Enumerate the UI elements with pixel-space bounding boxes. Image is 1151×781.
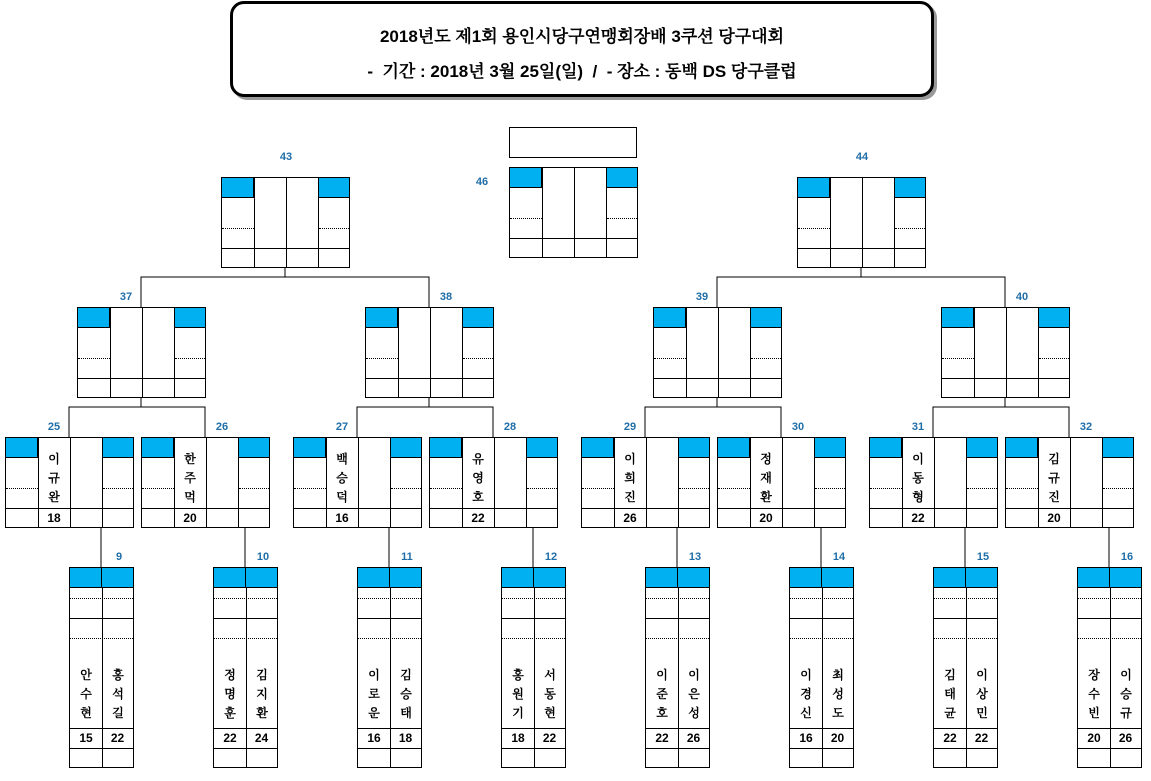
tournament-title: 2018년도 제1회 용인시당구연맹회장배 3쿠션 당구대회 — [379, 27, 785, 46]
player1-name: 김 태 균 — [944, 668, 956, 720]
column-divider — [1102, 438, 1103, 527]
winner-name: 백 승 덕 — [336, 452, 348, 504]
column-divider — [646, 438, 647, 527]
row-line — [646, 748, 709, 749]
column-divider — [494, 438, 495, 527]
column-divider — [718, 308, 719, 397]
row-line — [654, 378, 781, 379]
round2-match-box — [293, 437, 422, 528]
row-line-dotted — [175, 358, 205, 359]
column-divider — [974, 308, 975, 397]
winner-score: 22 — [911, 511, 925, 525]
row-line-dotted — [502, 638, 565, 639]
round1-match-box — [1077, 567, 1142, 768]
column-divider — [934, 438, 935, 527]
row-line — [934, 618, 997, 619]
row-line-dotted — [527, 488, 557, 489]
player1-score: 20 — [1087, 731, 1101, 745]
column-divider — [238, 438, 239, 527]
round2-match-box — [141, 437, 270, 528]
player1-score: 22 — [655, 731, 669, 745]
match-number: 16 — [1120, 551, 1134, 563]
connector-14 — [781, 527, 821, 567]
column-divider — [966, 438, 967, 527]
player1-name: 안 수 현 — [80, 668, 92, 720]
match-number: 31 — [911, 421, 925, 433]
match-number: 40 — [1015, 291, 1029, 303]
score-header-cell — [78, 308, 110, 328]
match-number: 14 — [832, 551, 846, 563]
score-header-cell — [1078, 568, 1110, 588]
row-line — [358, 748, 421, 749]
player2-name: 김 승 태 — [400, 668, 412, 720]
match-number: 11 — [401, 551, 413, 563]
player2-score: 18 — [398, 731, 413, 745]
column-divider — [1006, 308, 1007, 397]
score-header-cell — [606, 168, 637, 188]
round1-match-box — [69, 567, 134, 768]
score-header-cell — [646, 568, 678, 588]
match-number: 12 — [544, 551, 558, 563]
match-number: 29 — [623, 421, 637, 433]
connector-39 — [645, 407, 781, 437]
round2-match-box — [581, 437, 710, 528]
row-line — [214, 618, 277, 619]
row-line-dotted — [654, 358, 686, 359]
round1-match-box — [933, 567, 998, 768]
round1-match-box — [213, 567, 278, 768]
match-number: 44 — [855, 151, 869, 163]
connector-44 — [717, 277, 1005, 307]
winner-score: 20 — [1047, 511, 1061, 525]
score-header-cell — [678, 438, 709, 458]
player2-name: 홍 석 길 — [112, 668, 124, 720]
player2-score: 24 — [254, 731, 269, 745]
row-line-dotted — [934, 638, 997, 639]
row-line — [790, 618, 853, 619]
round2-match-box — [429, 437, 558, 528]
connector-12 — [493, 527, 533, 567]
row-line — [942, 378, 1069, 379]
score-header-cell — [678, 568, 709, 588]
row-line-dotted — [222, 228, 254, 229]
column-divider — [542, 168, 543, 257]
column-divider — [390, 438, 391, 527]
score-header-cell — [214, 568, 246, 588]
row-line-dotted — [798, 228, 830, 229]
column-divider — [750, 308, 751, 397]
later-match-box — [365, 307, 494, 398]
row-line-dotted — [942, 358, 974, 359]
column-divider — [686, 308, 687, 397]
row-line — [798, 248, 925, 249]
score-header-cell — [966, 438, 997, 458]
row-line-dotted — [718, 488, 750, 489]
column-divider — [358, 438, 359, 527]
row-line-dotted — [358, 598, 421, 599]
row-line-dotted — [70, 638, 133, 639]
row-line — [1078, 748, 1141, 749]
score-header-cell — [102, 438, 133, 458]
score-header-cell — [174, 308, 205, 328]
player2-score: 20 — [830, 731, 845, 745]
column-divider — [174, 308, 175, 397]
connector-11 — [357, 527, 389, 567]
row-line-dotted — [1103, 488, 1133, 489]
score-header-cell — [822, 568, 853, 588]
player2-score: 26 — [686, 731, 701, 745]
player2-name: 최 성 도 — [832, 668, 844, 720]
row-line-dotted — [679, 488, 709, 489]
row-line-dotted — [607, 218, 637, 219]
champion-box — [509, 127, 637, 158]
match-number: 28 — [503, 421, 517, 433]
row-line-dotted — [790, 638, 853, 639]
column-divider — [462, 308, 463, 397]
row-line — [646, 618, 709, 619]
later-match-box — [221, 177, 350, 268]
match-number: 43 — [279, 151, 293, 163]
player1-name: 정 명 훈 — [224, 668, 236, 720]
row-line-dotted — [358, 638, 421, 639]
row-line-dotted — [391, 488, 421, 489]
player1-name: 이 준 호 — [656, 668, 668, 720]
row-line-dotted — [502, 598, 565, 599]
row-line — [790, 748, 853, 749]
match-number: 26 — [215, 421, 229, 433]
column-divider — [142, 308, 143, 397]
score-header-cell — [358, 568, 390, 588]
column-divider — [102, 438, 103, 527]
column-divider — [526, 438, 527, 527]
score-header-cell — [526, 438, 557, 458]
row-line-dotted — [870, 488, 902, 489]
match-number: 39 — [695, 291, 709, 303]
round2-match-box — [869, 437, 998, 528]
score-header-cell — [6, 438, 38, 458]
score-header-cell — [790, 568, 822, 588]
column-divider — [894, 178, 895, 267]
later-match-box — [797, 177, 926, 268]
connector-9 — [69, 527, 101, 567]
row-line — [502, 618, 565, 619]
player1-score: 22 — [223, 731, 237, 745]
row-line-dotted — [463, 358, 493, 359]
row-line-dotted — [319, 228, 349, 229]
score-header-cell — [462, 308, 493, 328]
row-line-dotted — [646, 598, 709, 599]
player2-name: 이 은 성 — [688, 668, 700, 720]
column-divider — [206, 438, 207, 527]
connector-37 — [69, 407, 205, 437]
round2-match-box — [1005, 437, 1134, 528]
player1-score: 15 — [79, 731, 93, 745]
column-divider — [1038, 308, 1039, 397]
winner-score: 22 — [471, 511, 485, 525]
winner-name: 김 규 진 — [1048, 452, 1060, 504]
connector-10 — [205, 527, 245, 567]
player2-score: 22 — [542, 731, 557, 745]
player2-score: 26 — [1118, 731, 1133, 745]
row-line — [222, 248, 349, 249]
match-number: 46 — [475, 176, 489, 188]
row-line-dotted — [294, 488, 326, 489]
player1-name: 장 수 빈 — [1088, 668, 1100, 720]
score-header-cell — [894, 178, 925, 198]
player1-score: 18 — [511, 731, 525, 745]
round1-match-box — [645, 567, 710, 768]
row-line-dotted — [78, 358, 110, 359]
score-header-cell — [70, 568, 102, 588]
row-line-dotted — [214, 598, 277, 599]
connector-40 — [933, 407, 1069, 437]
winner-score: 26 — [623, 511, 637, 525]
score-header-cell — [502, 568, 534, 588]
player1-name: 이 경 신 — [800, 668, 812, 720]
later-match-box — [77, 307, 206, 398]
tournament-period-venue: - 기간 : 2018년 3월 25일(일) / - 장소 : 동백 DS 당구클럽 — [367, 62, 797, 81]
column-divider — [286, 178, 287, 267]
winner-score: 16 — [335, 511, 349, 525]
row-line-dotted — [751, 358, 781, 359]
row-line-dotted — [70, 598, 133, 599]
winner-score: 20 — [759, 511, 773, 525]
row-line-dotted — [582, 488, 614, 489]
score-header-cell — [534, 568, 565, 588]
player2-name: 이 승 규 — [1120, 668, 1132, 720]
player2-score: 22 — [974, 731, 989, 745]
row-line-dotted — [430, 488, 462, 489]
round2-match-box — [5, 437, 134, 528]
score-header-cell — [582, 438, 614, 458]
row-line-dotted — [239, 488, 269, 489]
connector-16 — [1069, 527, 1109, 567]
row-line — [70, 748, 133, 749]
row-line — [1078, 618, 1141, 619]
match-number: 30 — [791, 421, 805, 433]
round1-match-box — [501, 567, 566, 768]
column-divider — [574, 168, 575, 257]
column-divider — [1070, 438, 1071, 527]
connector-15 — [933, 527, 965, 567]
score-header-cell — [1006, 438, 1038, 458]
row-line — [78, 378, 205, 379]
column-divider — [862, 178, 863, 267]
winner-name: 이 규 완 — [48, 452, 60, 504]
winner-name: 이 희 진 — [624, 452, 636, 504]
row-line — [510, 238, 637, 239]
row-line — [214, 748, 277, 749]
score-header-cell — [390, 438, 421, 458]
score-header-cell — [870, 438, 902, 458]
column-divider — [814, 438, 815, 527]
column-divider — [110, 308, 111, 397]
match-number: 25 — [47, 421, 61, 433]
later-match-box — [941, 307, 1070, 398]
row-line-dotted — [1078, 638, 1141, 639]
winner-name: 이 동 형 — [912, 452, 924, 504]
score-header-cell — [750, 308, 781, 328]
player1-name: 이 로 운 — [368, 668, 380, 720]
score-header-cell — [1038, 308, 1069, 328]
column-divider — [70, 438, 71, 527]
winner-score: 18 — [47, 511, 61, 525]
score-header-cell — [238, 438, 269, 458]
match-number: 9 — [115, 551, 123, 563]
match-number: 32 — [1079, 421, 1093, 433]
score-header-cell — [142, 438, 174, 458]
score-header-cell — [294, 438, 326, 458]
row-line-dotted — [790, 598, 853, 599]
winner-score: 20 — [183, 511, 197, 525]
connector-13 — [645, 527, 677, 567]
row-line — [70, 618, 133, 619]
score-header-cell — [798, 178, 830, 198]
score-header-cell — [814, 438, 845, 458]
score-header-cell — [718, 438, 750, 458]
row-line — [934, 748, 997, 749]
column-divider — [430, 308, 431, 397]
match-number: 38 — [439, 291, 453, 303]
connector-43 — [141, 277, 429, 307]
later-match-box — [509, 167, 638, 258]
round1-match-box — [789, 567, 854, 768]
row-line-dotted — [214, 638, 277, 639]
round1-match-box — [357, 567, 422, 768]
row-line-dotted — [1078, 598, 1141, 599]
player2-name: 서 동 현 — [544, 668, 556, 720]
column-divider — [318, 178, 319, 267]
player2-name: 이 상 민 — [976, 668, 988, 720]
column-divider — [398, 308, 399, 397]
score-header-cell — [430, 438, 462, 458]
winner-name: 한 주 먹 — [184, 452, 196, 504]
row-line-dotted — [1039, 358, 1069, 359]
column-divider — [254, 178, 255, 267]
match-number: 37 — [119, 291, 133, 303]
title-banner — [230, 1, 934, 97]
column-divider — [830, 178, 831, 267]
match-number: 13 — [688, 551, 702, 563]
match-number: 15 — [976, 551, 990, 563]
player1-score: 16 — [799, 731, 813, 745]
player2-score: 22 — [110, 731, 125, 745]
score-header-cell — [366, 308, 398, 328]
winner-name: 정 재 환 — [760, 452, 772, 504]
score-header-cell — [942, 308, 974, 328]
row-line-dotted — [6, 488, 38, 489]
match-number: 10 — [256, 551, 270, 563]
row-line-dotted — [815, 488, 845, 489]
row-line — [502, 748, 565, 749]
player1-score: 22 — [943, 731, 957, 745]
round2-match-box — [717, 437, 846, 528]
winner-name: 유 영 호 — [472, 452, 484, 504]
row-line-dotted — [142, 488, 174, 489]
row-line — [358, 618, 421, 619]
row-line-dotted — [1006, 488, 1038, 489]
score-header-cell — [654, 308, 686, 328]
column-divider — [782, 438, 783, 527]
score-header-cell — [390, 568, 421, 588]
player1-name: 홍 원 기 — [512, 668, 524, 720]
score-header-cell — [966, 568, 997, 588]
row-line-dotted — [103, 488, 133, 489]
score-header-cell — [318, 178, 349, 198]
player1-score: 16 — [367, 731, 381, 745]
row-line — [366, 378, 493, 379]
column-divider — [606, 168, 607, 257]
row-line-dotted — [646, 638, 709, 639]
score-header-cell — [222, 178, 254, 198]
score-header-cell — [1110, 568, 1141, 588]
score-header-cell — [246, 568, 277, 588]
row-line-dotted — [934, 598, 997, 599]
row-line-dotted — [510, 218, 542, 219]
column-divider — [678, 438, 679, 527]
row-line-dotted — [967, 488, 997, 489]
score-header-cell — [1102, 438, 1133, 458]
row-line-dotted — [366, 358, 398, 359]
score-header-cell — [102, 568, 133, 588]
score-header-cell — [510, 168, 542, 188]
match-number: 27 — [335, 421, 349, 433]
row-line-dotted — [895, 228, 925, 229]
later-match-box — [653, 307, 782, 398]
player2-name: 김 지 환 — [256, 668, 268, 720]
connector-38 — [357, 407, 493, 437]
score-header-cell — [934, 568, 966, 588]
